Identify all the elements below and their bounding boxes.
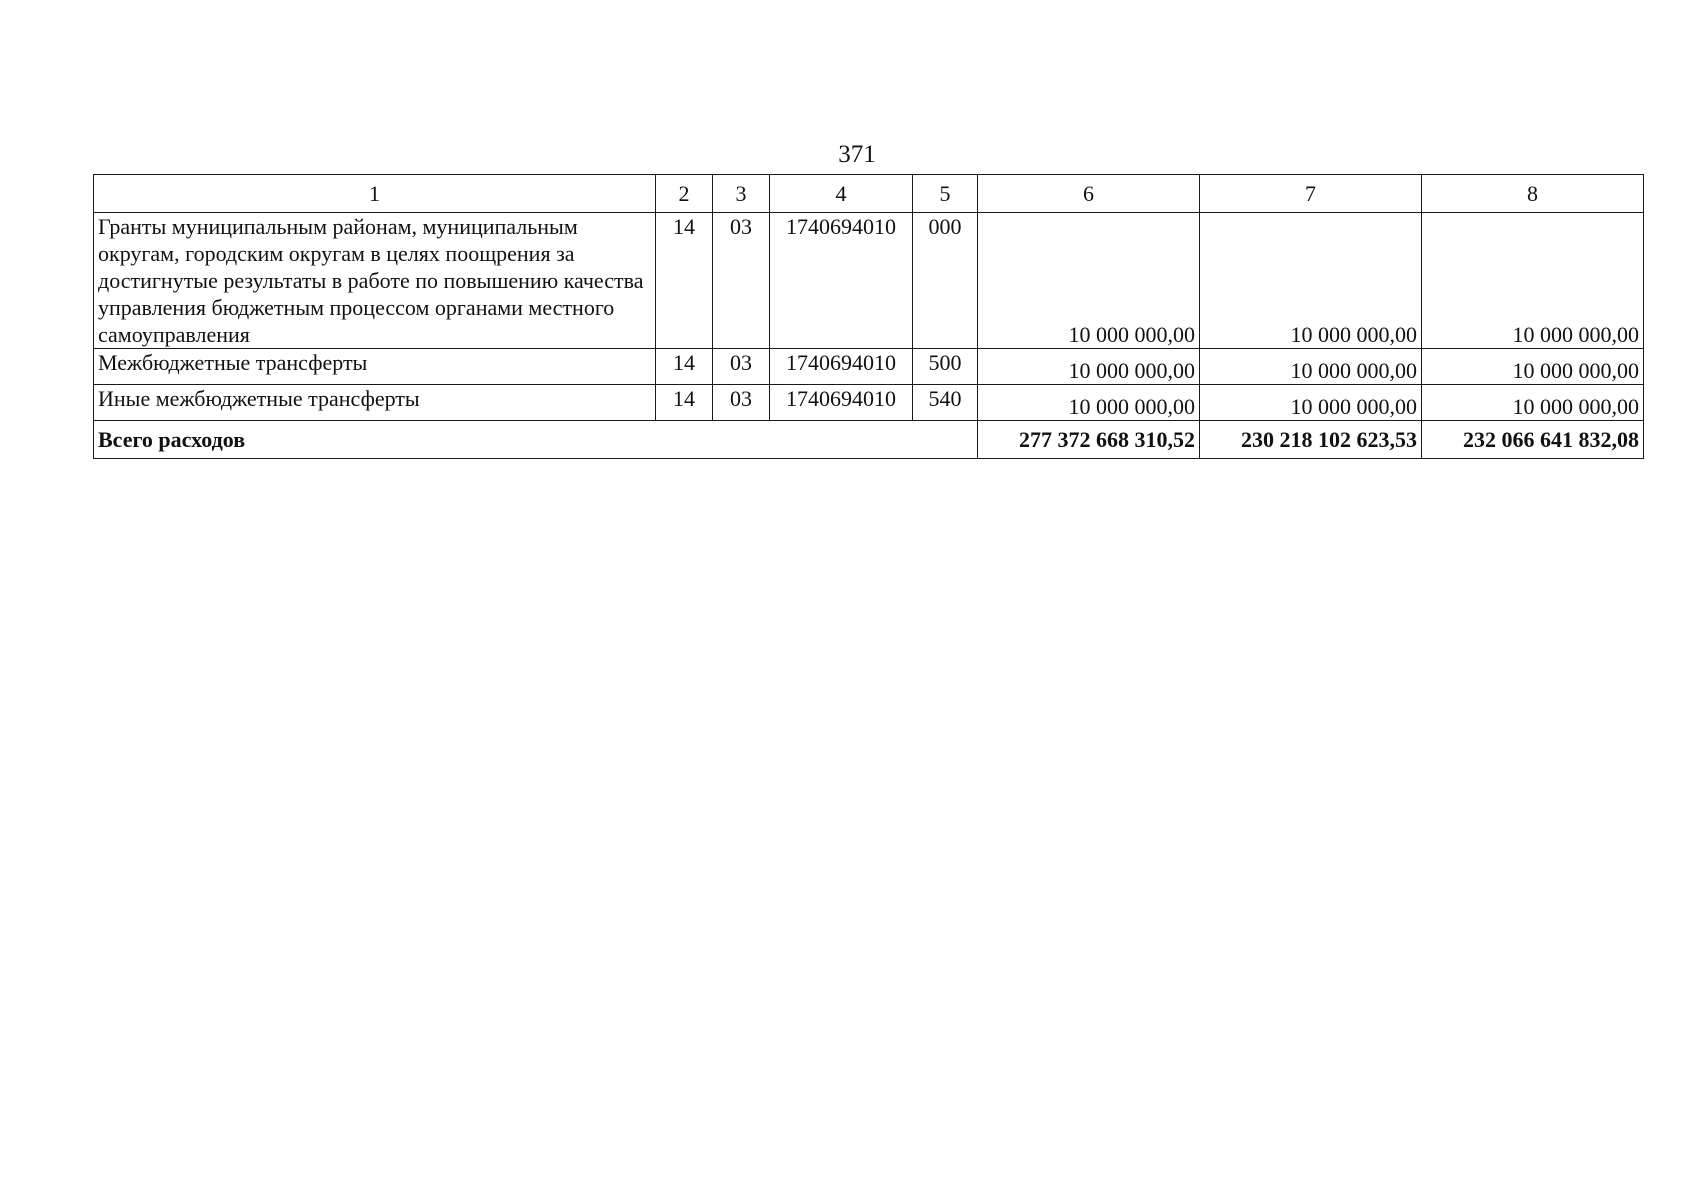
total-amount-col7: 230 218 102 623,53 (1200, 421, 1422, 459)
total-row (94, 421, 1644, 459)
total-label: Всего расходов (94, 421, 978, 459)
header-cell-8: 8 (1422, 175, 1644, 213)
header-cell-2: 2 (656, 175, 713, 213)
row-target-code: 1740694010 (770, 349, 913, 385)
row-amount-col6: 10 000 000,00 (978, 349, 1200, 385)
row-name: Межбюджетные трансферты (94, 349, 656, 385)
header-cell-6: 6 (978, 175, 1200, 213)
total-amount-col6: 277 372 668 310,52 (978, 421, 1200, 459)
row-amount-col8: 10 000 000,00 (1422, 349, 1644, 385)
row-amount-col6: 10 000 000,00 (978, 213, 1200, 349)
row-subsection-code: 03 (713, 213, 770, 349)
header-cell-5: 5 (913, 175, 978, 213)
row-subsection-code: 03 (713, 349, 770, 385)
row-name: Гранты муниципальным районам, муниципальным округам, городским округам в целях поощрения за достигнутые результаты в работе по повышению качества управления бюджетным процессом органами местного самоуправления (94, 213, 656, 349)
row-amount-col8: 10 000 000,00 (1422, 213, 1644, 349)
row-amount-col7: 10 000 000,00 (1200, 213, 1422, 349)
header-cell-3: 3 (713, 175, 770, 213)
table-row (94, 349, 1644, 385)
table-row (94, 385, 1644, 421)
row-expense-type-code: 000 (913, 213, 978, 349)
row-name: Иные межбюджетные трансферты (94, 385, 656, 421)
row-section-code: 14 (656, 349, 713, 385)
header-cell-1: 1 (94, 175, 656, 213)
table-row (94, 213, 1644, 349)
row-target-code: 1740694010 (770, 385, 913, 421)
row-expense-type-code: 500 (913, 349, 978, 385)
row-section-code: 14 (656, 213, 713, 349)
total-amount-col8: 232 066 641 832,08 (1422, 421, 1644, 459)
row-amount-col6: 10 000 000,00 (978, 385, 1200, 421)
header-cell-4: 4 (770, 175, 913, 213)
row-expense-type-code: 540 (913, 385, 978, 421)
row-amount-col7: 10 000 000,00 (1200, 385, 1422, 421)
row-subsection-code: 03 (713, 385, 770, 421)
row-amount-col7: 10 000 000,00 (1200, 349, 1422, 385)
row-section-code: 14 (656, 385, 713, 421)
row-target-code: 1740694010 (770, 213, 913, 349)
expenditure-table (93, 174, 1644, 459)
header-cell-7: 7 (1200, 175, 1422, 213)
page-number: 371 (838, 141, 876, 168)
row-amount-col8: 10 000 000,00 (1422, 385, 1644, 421)
header-row (94, 175, 1644, 213)
